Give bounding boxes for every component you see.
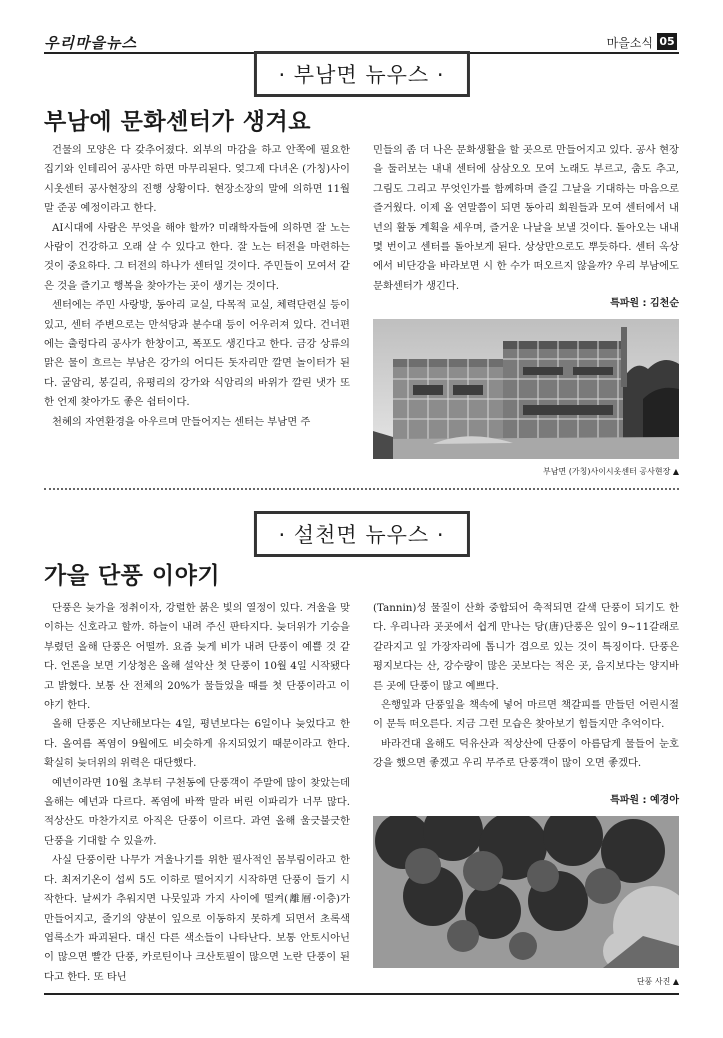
footer-rule <box>44 993 679 995</box>
section1-banner: · 부남면 뉴우스 · <box>253 51 469 97</box>
paragraph: 민들의 좀 더 나은 문화생활을 할 곳으로 만들어지고 있다. 공사 현장을 둘러보는 내내 센터에 삼삼오오 모여 노래도 부르고, 춤도 추고, 그림도 그리고 무엇인가를 함께하며 즐길 그날을 기대하는 마음으로 즐거웠다. 이제 올 연말쯤이 되면 동아리 회원들과 모여 센터에서 내년의 활동 계획을 세우며, 즐거운 나날을 보낼 것이다. 돌아오는 내내 몇 번이고 센터를 돌아보게 된다. 상상만으로도 뿌듯하다. 센터 옥상에서 비단강을 바라보면 시 한 수가 떠오르지 않을까? 우리 부남에도 문화센터가 생긴다. <box>373 144 679 292</box>
section2-photo-caption: 단풍 사진 ▲ <box>636 977 679 986</box>
section1-reporter: 특파원 : 김천순 <box>610 298 679 309</box>
section2-reporter: 특파원 : 예경아 <box>610 795 679 806</box>
paragraph: 예년이라면 10월 초부터 구천동에 단풍객이 주말에 많이 찾았는데 올해는 예년과 다르다. 폭염에 바짝 말라 버린 이파리가 너무 많다. 적상산도 마찬가지로 아직은 단풍이 이르다. 과연 올해 울긋불긋한 단풍을 기대할 수 있을까. <box>44 776 350 847</box>
paragraph: 천혜의 자연환경을 아우르며 만들어지는 센터는 부남면 주 <box>52 415 311 428</box>
paragraph: 은행잎과 단풍잎을 책속에 넣어 마르면 책갈피를 만들던 어린시절이 문득 떠오른다. 지금 그런 모습은 찾아보기 힘들지만 추억이다. <box>373 699 679 731</box>
paragraph: 단풍은 늦가을 정취이자, 강렬한 붉은 빛의 열정이 있다. 겨울을 맞이하는 신호라고 할까. 하늘이 내려 주신 판타지다. 늦더위가 기승을 부렸던 올해 단풍은 어떨까. 요즘 늦게 비가 내려 단풍이 예쁠 것 같다. 언론을 보면 기상청은 올해 설악산 첫 단풍이 10월 4일 시작됐다고 밝혔다. 보통 산 전체의 20%가 물들었을 때를 첫 단풍이라고 이야기 한다. <box>44 602 350 712</box>
section2-headline: 가을 단풍 이야기 <box>44 563 221 589</box>
paragraph: 사실 단풍이란 나무가 겨울나기를 위한 필사적인 몸부림이라고 한다. 최저기온이 섭씨 5도 이하로 떨어지기 시작하면 단풍이 들기 시작한다. 날씨가 추워지면 나뭇잎과 가지 사이에 떨켜(離層·이층)가 만들어지고, 줄기의 양분이 잎으로 이동하지 못하게 되면서 초록색 엽록소가 파괴된다. 대신 다른 색소들이 나타난다. 보통 안토시아닌이 많으면 빨간 단풍, 카로틴이나 크산토필이 많으면 노란 단풍이 된다고 한다. 또 타닌 <box>44 854 350 983</box>
paragraph: AI시대에 사람은 무엇을 해야 할까? 미래학자들에 의하면 잘 노는 사람이 건강하고 오래 살 수 있다고 한다. 잘 노는 터전을 마련하는 것이 중요하다. 그 터전의 하나가 센터일 것이다. 주민들이 모여서 같은 것을 즐기고 행복을 찾아가는 곳이 생기는 것이다. <box>44 221 350 292</box>
masthead-logo: 우리마을뉴스 <box>44 34 137 52</box>
section1-photo-caption: 부남면 (가칭)사이시옷센터 공사현장 ▲ <box>543 467 679 476</box>
section-label: 마을소식 <box>606 36 653 50</box>
section1-headline: 부남에 문화센터가 생겨요 <box>44 109 311 135</box>
construction-site-photo <box>373 319 679 459</box>
autumn-leaves-photo-drawing <box>373 816 679 968</box>
paragraph: 바라건대 올해도 덕유산과 적상산에 단풍이 아름답게 물들어 눈호강을 했으면 좋겠고 우리 무주로 단풍객이 많이 오면 좋겠다. <box>373 737 679 770</box>
section-divider <box>44 488 679 490</box>
section2-right-column <box>373 599 679 774</box>
section2-left-column <box>44 599 350 987</box>
paragraph: 센터에는 주민 사랑방, 동아리 교실, 다목적 교실, 체력단련실 등이 있고, 센터 주변으로는 만석당과 분수대 등이 어우러져 있다. 건너편에는 출렁다리 공사가 한창이고, 폭포도 생긴다고 한다. 금강 상류의 맑은 물이 흐르는 부남은 강가의 어디든 돗자리만 깔면 놀이터가 된다. 굴암리, 봉길리, 유평리의 강가와 식암리의 바위가 깔린 냇가 또한 언제 찾아가도 좋은 쉼터이다. <box>44 299 350 409</box>
section1-left-column <box>44 141 350 432</box>
paragraph: 건물의 모양은 다 갖추어졌다. 외부의 마감을 하고 안쪽에 필요한 집기와 인테리어 공사만 하면 마무리된다. 엊그제 다녀온 (가칭)사이시옷센터 공사현장의 진행 상황이다. 현장소장의 말에 의하면 11월 말 준공 예정이라고 한다. <box>44 144 350 215</box>
section2-banner: · 설천면 뉴우스 · <box>253 511 469 557</box>
autumn-leaves-photo <box>373 816 679 968</box>
paragraph: (Tannin)성 물질이 산화 중합되어 축적되면 갈색 단풍이 되기도 한다. 우리나라 곳곳에서 쉽게 만나는 당(唐)단풍은 잎이 9~11갈래로 갈라지고 잎 가장자리에 톱니가 겹으로 있는 것이 특징이다. 단풍은 평지보다는 산, 강수량이 많은 곳보다는 적은 곳, 음지보다는 양지바른 곳에 단풍이 많고 예쁘다. <box>373 602 679 692</box>
page-number: 05 <box>657 33 677 50</box>
paragraph: 올해 단풍은 지난해보다는 4일, 평년보다는 6일이나 늦었다고 한다. 올여름 폭염이 9월에도 비슷하게 유지되었기 때문이라고 한다. 확실히 늦더위의 위력은 대단했다. <box>44 718 350 770</box>
construction-site-photo-drawing <box>373 319 679 459</box>
section1-right-column <box>373 141 679 296</box>
